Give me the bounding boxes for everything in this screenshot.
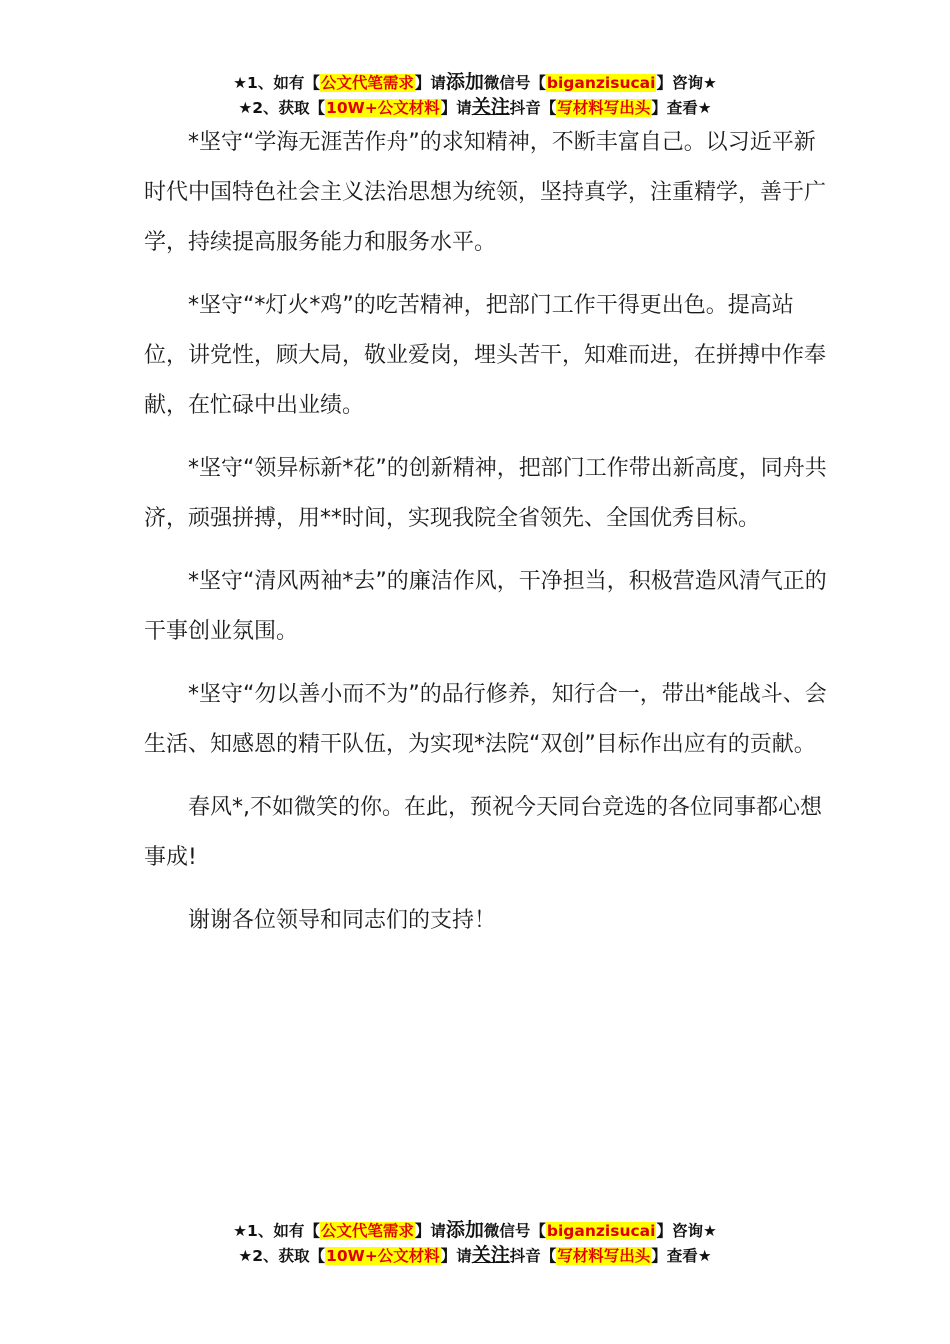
highlight-wechat-id: biganzisucai bbox=[546, 1222, 656, 1240]
paragraph-2: *坚守“*灯火*鸡”的吃苦精神，把部门工作干得更出色。提高站位，讲党性，顾大局，敬业爱岗，埋头苦干，知难而进，在拼搏中作奉献，在忙碌中出业绩。 bbox=[144, 293, 827, 418]
banner-text: 】请 bbox=[414, 1222, 446, 1240]
highlight-service: 公文代笔需求 bbox=[320, 1222, 414, 1240]
document-body bbox=[144, 118, 828, 959]
banner-text: 微信号【 bbox=[483, 1222, 546, 1240]
paragraph-1: *坚守“学海无涯苦作舟”的求知精神，不断丰富自己。以习近平新时代中国特色社会主义法治思想为统领，坚持真学，注重精学，善于广学，持续提高服务能力和服务水平。 bbox=[144, 130, 827, 255]
banner-text: ★2、获取【 bbox=[238, 99, 326, 117]
banner-text: 】请 bbox=[440, 99, 472, 117]
emphasis-add: 添加 bbox=[445, 1219, 484, 1241]
highlight-wechat-id: biganzisucai bbox=[546, 74, 656, 92]
highlight-service: 公文代笔需求 bbox=[320, 74, 414, 92]
highlight-douyin-account: 写材料写出头 bbox=[557, 1247, 651, 1265]
paragraph-6: 春风*,不如微笑的你。在此，预祝今天同台竞选的各位同事都心想事成! bbox=[144, 795, 822, 870]
banner-text: 】请 bbox=[414, 74, 446, 92]
header-banner bbox=[0, 70, 950, 120]
paragraph-3: *坚守“领异标新*花”的创新精神，把部门工作带出新高度，同舟共济，顽强拼搏，用**时间，实现我院全省领先、全国优秀目标。 bbox=[144, 456, 827, 531]
emphasis-add: 添加 bbox=[445, 71, 484, 93]
highlight-douyin-account: 写材料写出头 bbox=[557, 99, 651, 117]
banner-text: 】请 bbox=[440, 1247, 472, 1265]
banner-text: ★2、获取【 bbox=[238, 1247, 326, 1265]
banner-text: 】查看★ bbox=[651, 99, 712, 117]
emphasis-follow: 关注 bbox=[471, 96, 510, 118]
footer-banner-line-2 bbox=[0, 1243, 950, 1268]
highlight-materials: 10W+公文材料 bbox=[326, 99, 440, 117]
banner-text: 】查看★ bbox=[651, 1247, 712, 1265]
paragraph-4: *坚守“清风两袖*去”的廉洁作风，干净担当，积极营造风清气正的干事创业氛围。 bbox=[144, 569, 827, 644]
banner-text: 】咨询★ bbox=[656, 74, 717, 92]
paragraph-7: 谢谢各位领导和同志们的支持！ bbox=[188, 908, 497, 933]
paragraph-5: *坚守“勿以善小而不为”的品行修养，知行合一，带出*能战斗、会生活、知感恩的精干队伍，为实现*法院“双创”目标作出应有的贡献。 bbox=[144, 682, 827, 757]
header-banner-line-2 bbox=[0, 95, 950, 120]
banner-text: 】咨询★ bbox=[656, 1222, 717, 1240]
header-banner-line-1 bbox=[0, 70, 950, 95]
banner-text: 抖音【 bbox=[509, 99, 557, 117]
footer-banner-line-1 bbox=[0, 1218, 950, 1243]
banner-text: 抖音【 bbox=[509, 1247, 557, 1265]
banner-text: 微信号【 bbox=[483, 74, 546, 92]
highlight-materials: 10W+公文材料 bbox=[326, 1247, 440, 1265]
banner-text: ★1、如有【 bbox=[233, 74, 320, 92]
footer-banner bbox=[0, 1218, 950, 1268]
emphasis-follow: 关注 bbox=[471, 1244, 510, 1266]
banner-text: ★1、如有【 bbox=[233, 1222, 320, 1240]
